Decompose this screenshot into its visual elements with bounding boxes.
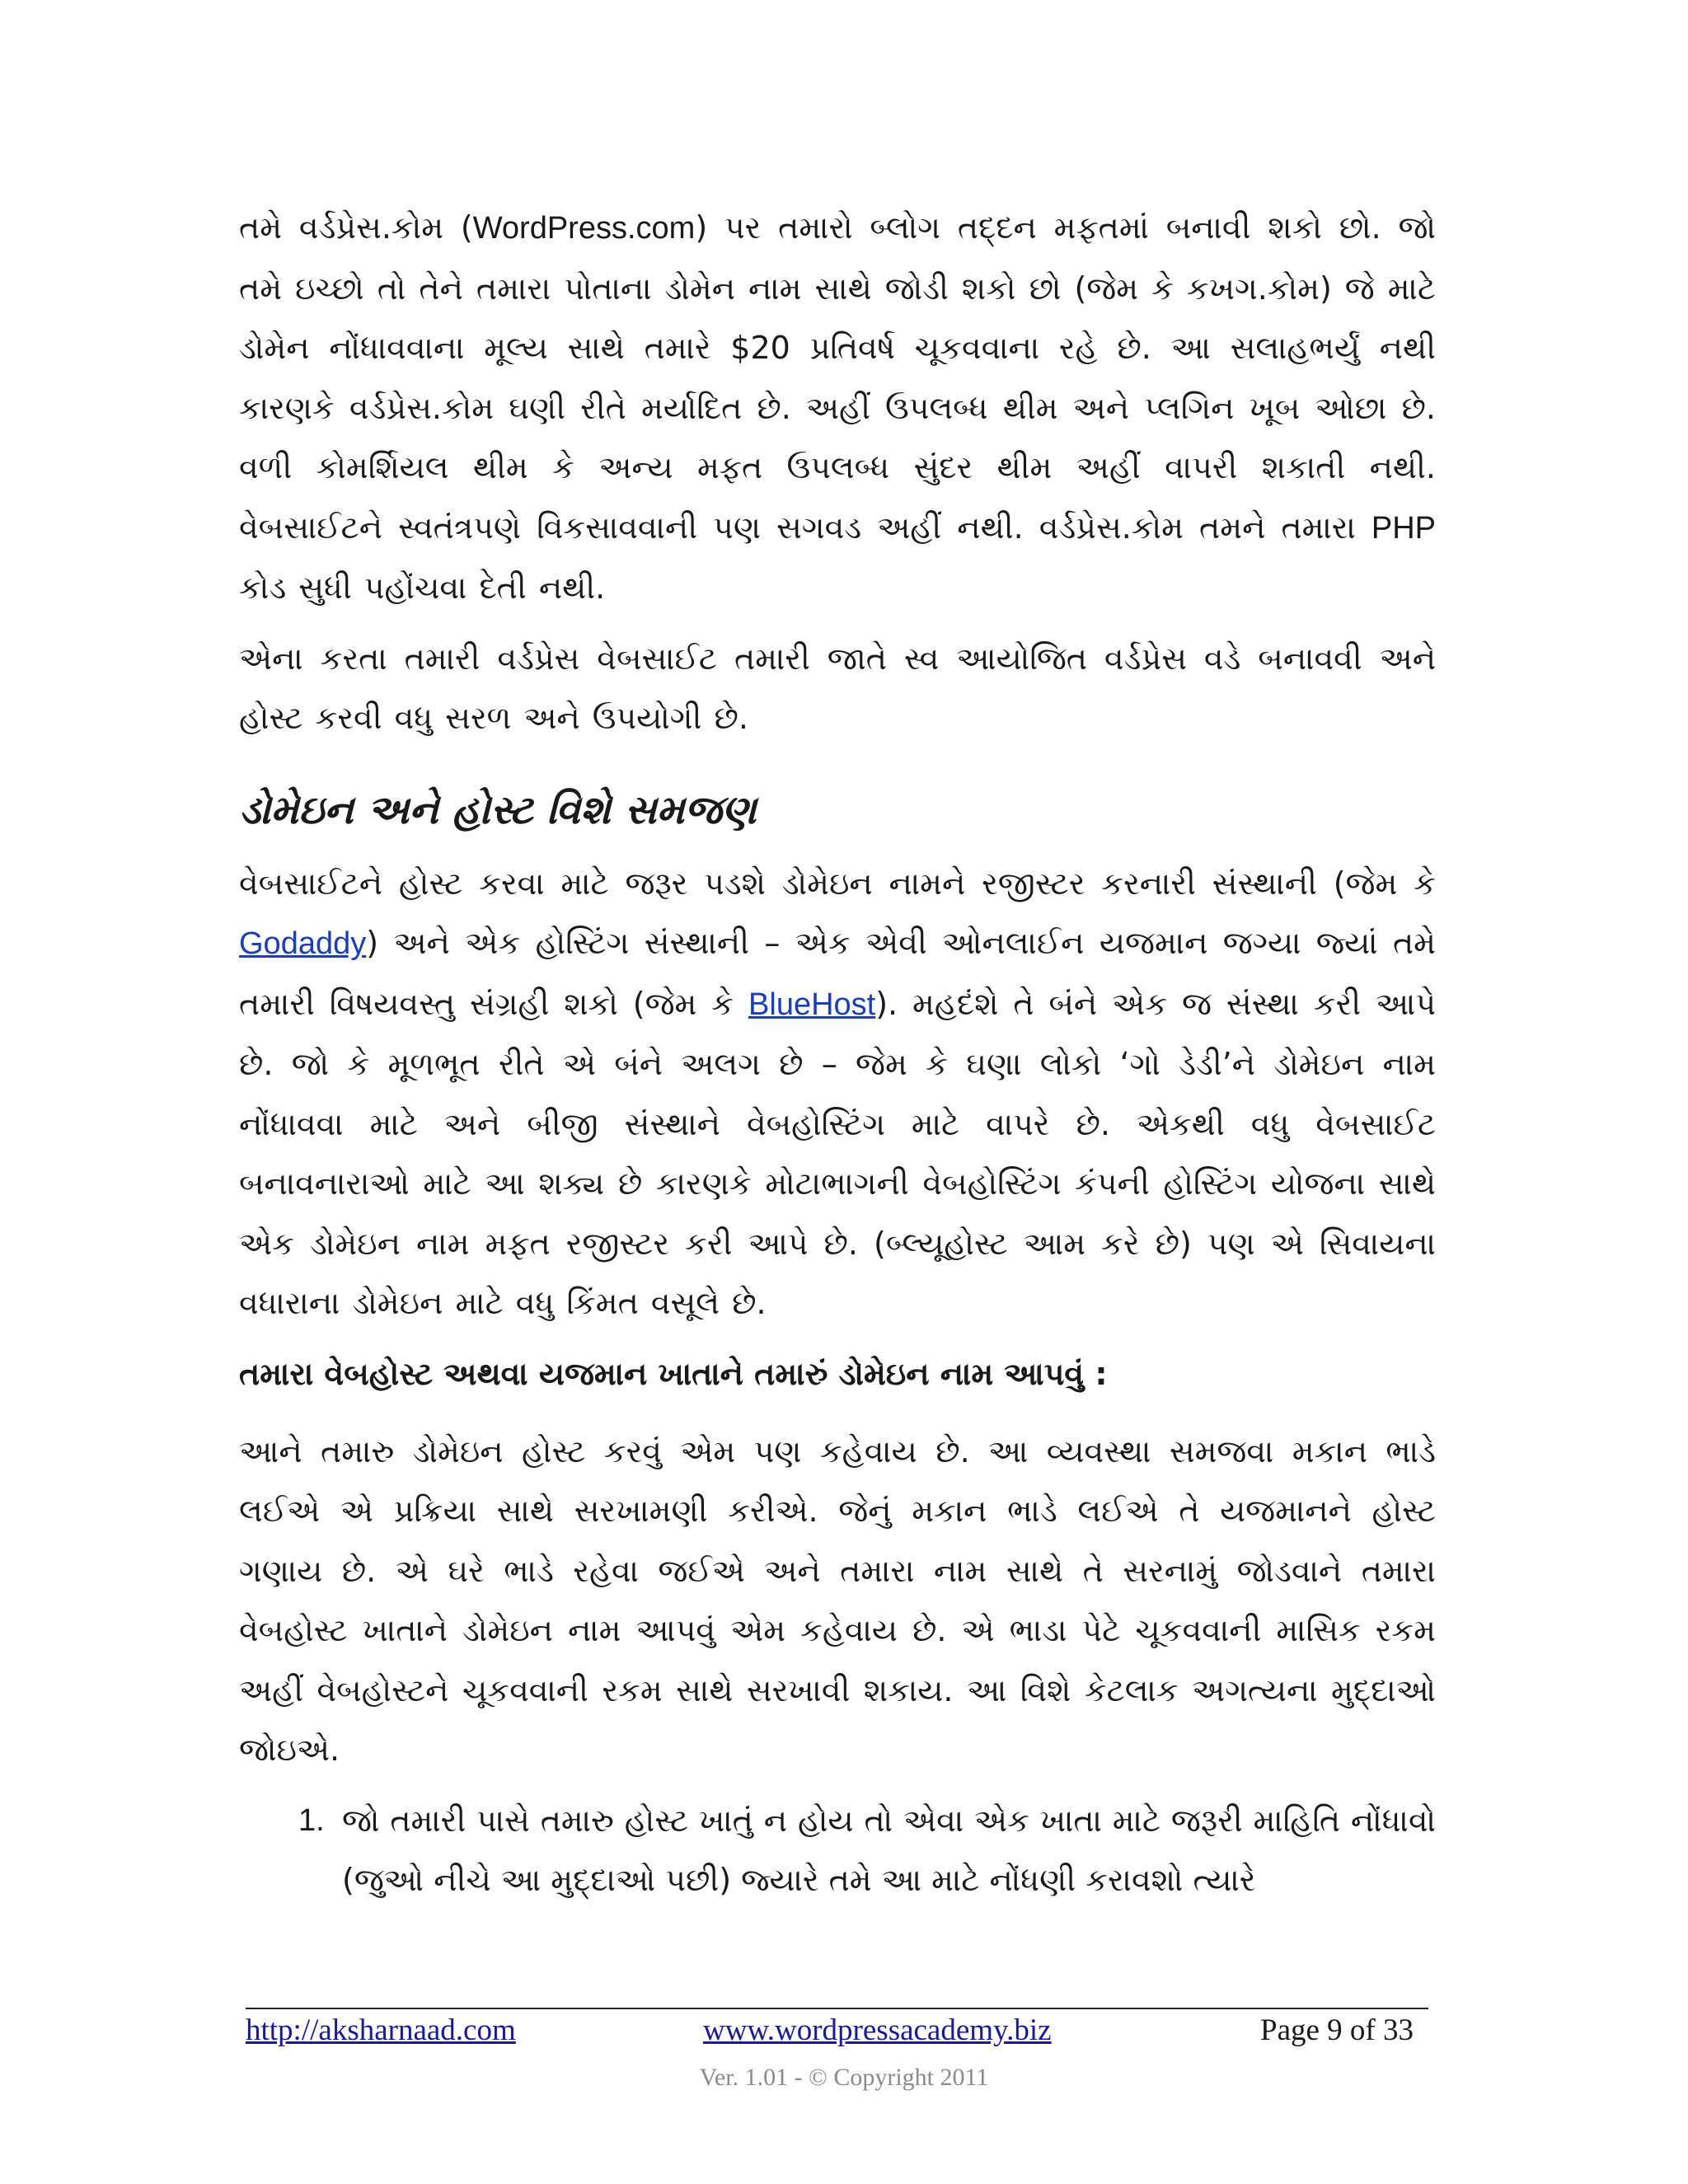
list-item xyxy=(239,1791,1436,1910)
bluehost-link[interactable]: BlueHost xyxy=(748,987,876,1022)
para1-wordpress-com: WordPress.com xyxy=(472,211,696,246)
copyright-notice: Ver. 1.01 - © Copyright 2011 xyxy=(699,2064,989,2091)
para3-text-2: ) અને એક હોસ્ટિંગ સંસ્થાની – એક એવી ઓનલાઈન યજમાન જગ્યા જ્યાં તમે તમારી વિષયવસ્તુ સંગ્રહી શકો (જેમ કે xyxy=(239,925,1436,1022)
footer-aksharnaad-link[interactable]: http://aksharnaad.com xyxy=(246,2013,516,2047)
page-footer xyxy=(246,2009,1428,2052)
page-number: Page 9 of 33 xyxy=(1260,2013,1414,2047)
para1-text-1: તમે વર્ડપ્રેસ.કોમ ( xyxy=(239,209,473,246)
para1-text-5: કોડ સુધી પહોંચવા દેતી નથી. xyxy=(239,569,606,606)
paragraph-domain-host xyxy=(239,854,1436,1333)
para1-text-3: ) પર તમારો બ્લોગ તદ્દન મફતમાં બનાવી શકો છો. જો તમે ઇચ્છો તો તેને તમારા પોતાના ડોમેન નામ સાથે જોડી શકો છો (જેમ કે કખગ.કોમ) જે માટે ડોમેન નોંધાવવાના મૂલ્ય સાથે તમારે $20 પ્રતિવર્ષ ચૂકવવાના રહે છે. આ સલાહભર્યું નથી કારણકે વર્ડપ્રેસ.કોમ ઘણી રીતે મર્યાદિત છે. અહીં ઉપલબ્ધ થીમ અને પ્લગિન ખૂબ ઓછા છે. વળી કોમર્શિયલ થીમ કે અન્ય મફત ઉપલબ્ધ સુંદર થીમ અહીં વાપરી શકાતી નથી. વેબસાઈટને સ્વતંત્રપણે વિકસાવવાની પણ સગવડ અહીં નથી. વર્ડપ્રેસ.કોમ તમને તમારા xyxy=(239,209,1436,546)
section-heading: ડોમેઇન અને હોસ્ટ વિશે સમજણ xyxy=(239,786,757,833)
para1-php: PHP xyxy=(1371,510,1436,546)
page-content xyxy=(239,198,1436,1910)
paragraph-self-hosted: એના કરતા તમારી વર્ડપ્રેસ વેબસાઈટ તમારી જાતે સ્વ આયોજિત વર્ડપ્રેસ વડે બનાવવી અને હોસ્ટ કરવી વધુ સરળ અને ઉપયોગી છે. xyxy=(239,640,1436,736)
godaddy-link[interactable]: Godaddy xyxy=(239,926,367,961)
subsection-heading: તમારા વેબહોસ્ટ અથવા યજમાન ખાતાને તમારું ડોમેઇન નામ આપવું : xyxy=(239,1355,1108,1392)
list-item-text: જો તમારી પાસે તમારુ હોસ્ટ ખાતું ન હોય તો એવા એક ખાતા માટે જરૂરી માહિતિ નોંધાવો (જુઓ નીચે આ મુદ્દાઓ પછી) જ્યારે તમે આ માટે નોંધણી કરાવશો ત્યારે xyxy=(342,1802,1437,1898)
footer-wordpressacademy-link[interactable]: www.wordpressacademy.biz xyxy=(703,2013,1052,2047)
para3-text-1: વેબસાઈટને હોસ્ટ કરવા માટે જરૂર પડશે ડોમેઇન નામને રજીસ્ટર કરનારી સંસ્થાની (જેમ કે xyxy=(239,865,1436,902)
list-item-number: 1. xyxy=(298,1802,325,1838)
paragraph-hosting-analogy: આને તમારુ ડોમેઇન હોસ્ટ કરવું એમ પણ કહેવાય છે. આ વ્યવસ્થા સમજવા મકાન ભાડે લઈએ એ પ્રક્રિયા સાથે સરખામણી કરીએ. જેનું મકાન ભાડે લઈએ તે યજમાનને હોસ્ટ ગણાય છે. એ ઘરે ભાડે રહેવા જઈએ અને તમારા નામ સાથે તે સરનામું જોડવાને તમારા વેબહોસ્ટ ખાતાને ડોમેઇન નામ આપવું એમ કહેવાય છે. એ ભાડા પેટે ચૂકવવાની માસિક રકમ અહીં વેબહોસ્ટને ચૂકવવાની રકમ સાથે સરખાવી શકાય. આ વિશે કેટલાક અગત્યના મુદ્દાઓ જોઇએ. xyxy=(239,1432,1436,1768)
para3-text-3: ). મહદંશે તે બંને એક જ સંસ્થા કરી આપે છે. જો કે મૂળભૂત રીતે એ બંને અલગ છે – જેમ કે ઘણા લોકો ‘ગો ડેડી’ને ડોમેઇન નામ નોંધાવવા માટે અને બીજી સંસ્થાને વેબહોસ્ટિંગ માટે વાપરે છે. એકથી વધુ વેબસાઈટ બનાવનારાઓ માટે આ શક્ય છે કારણકે મોટાભાગની વેબહોસ્ટિંગ કંપની હોસ્ટિંગ યોજના સાથે એક ડોમેઇન નામ મફત રજીસ્ટર કરી આપે છે. (બ્લ્યૂહોસ્ટ આમ કરે છે) પણ એ સિવાયના વધારાના ડોમેઇન માટે વધુ કિંમત વસૂલે છે. xyxy=(239,985,1437,1321)
paragraph-wordpress-com xyxy=(239,198,1436,618)
numbered-list xyxy=(239,1791,1436,1910)
